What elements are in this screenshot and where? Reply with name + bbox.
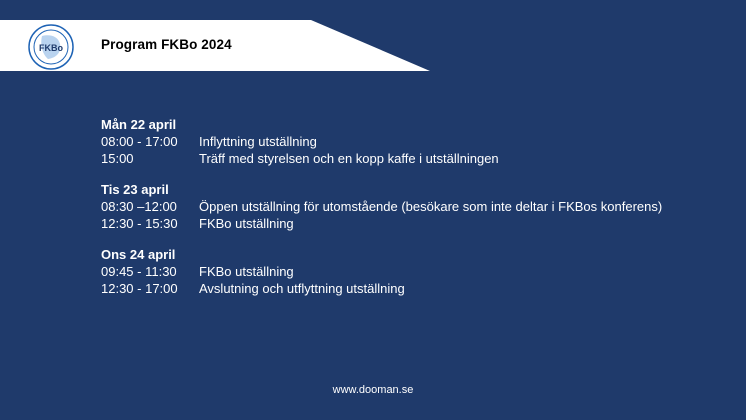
footer-url[interactable]: www.dooman.se	[332, 384, 414, 396]
day-heading: Ons 24 april	[101, 247, 176, 262]
event-row	[101, 280, 721, 297]
event-row	[101, 263, 721, 280]
event-description: FKBo utställning	[199, 264, 294, 279]
event-row	[101, 215, 721, 232]
day-block	[101, 181, 721, 232]
event-row	[101, 198, 721, 215]
logo-text: FKBo	[39, 43, 63, 53]
event-description: Inflyttning utställning	[199, 134, 317, 149]
schedule	[101, 116, 721, 311]
fkbo-logo	[28, 24, 74, 70]
event-description: Avslutning och utflyttning utställning	[199, 281, 405, 296]
day-heading: Mån 22 april	[101, 117, 177, 132]
header-banner	[0, 0, 746, 72]
event-row	[101, 133, 721, 150]
event-row	[101, 150, 721, 167]
day-block	[101, 116, 721, 167]
event-time: 08:30 –12:00	[101, 199, 177, 214]
event-description: Öppen utställning för utomstående (besökare som inte deltar i FKBos konferens)	[199, 199, 663, 214]
event-description: Träff med styrelsen och en kopp kaffe i utställningen	[199, 151, 499, 166]
event-time: 12:30 - 17:00	[101, 281, 178, 296]
event-time: 12:30 - 15:30	[101, 216, 178, 231]
event-time: 08:00 - 17:00	[101, 134, 178, 149]
day-block	[101, 246, 721, 297]
event-time: 09:45 - 11:30	[101, 264, 177, 279]
day-heading: Tis 23 april	[101, 182, 169, 197]
event-description: FKBo utställning	[199, 216, 294, 231]
event-time: 15:00	[101, 151, 134, 166]
page-title: Program FKBo 2024	[101, 37, 232, 52]
